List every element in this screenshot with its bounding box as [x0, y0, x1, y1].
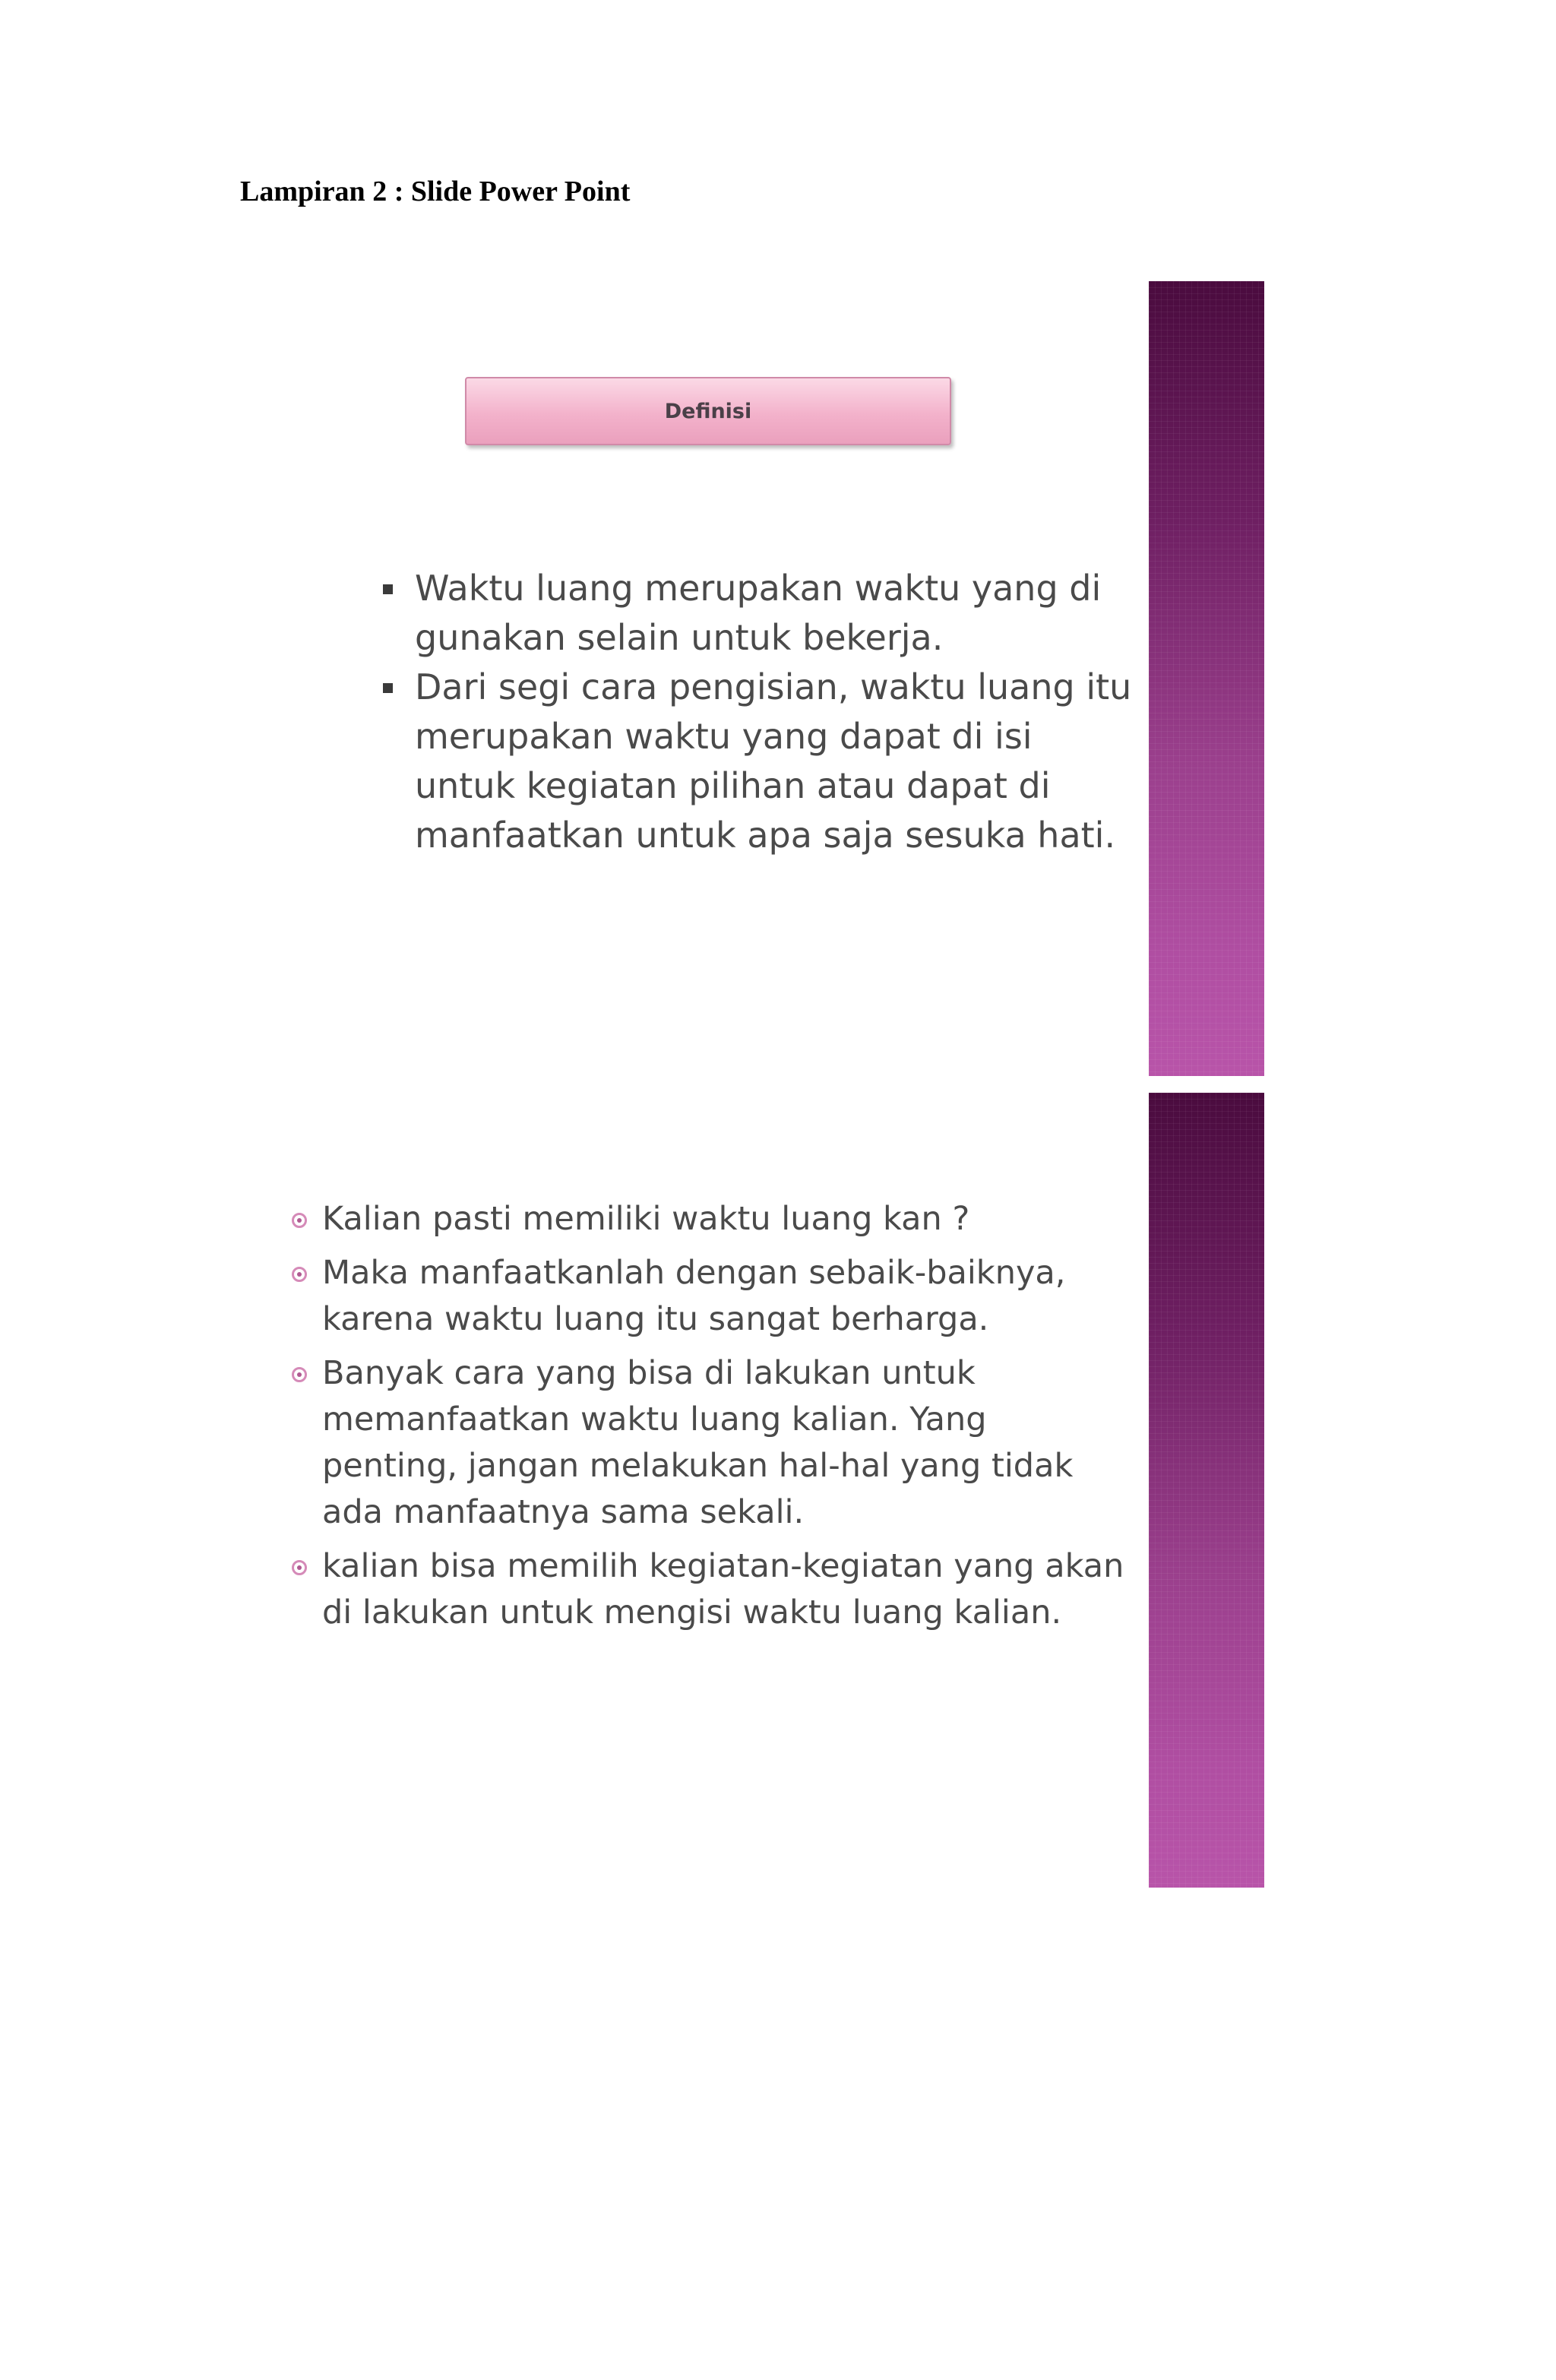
slide-waktu-luang — [281, 1093, 1264, 1888]
slide-title: Definisi — [664, 399, 752, 423]
slide-title-box — [465, 377, 951, 445]
bullet-text: kalian bisa memilih kegiatan-kegiatan yang akan di lakukan untuk mengisi waktu luang kalian. — [322, 1547, 1124, 1632]
bullet-item — [292, 1350, 1127, 1536]
bullet-item — [292, 1250, 1127, 1343]
document-heading: Lampiran 2 : Slide Power Point — [240, 176, 631, 207]
bullet-item — [380, 663, 1140, 860]
bullet-list — [380, 564, 1140, 860]
bullet-item — [292, 1196, 1127, 1242]
bullet-text: Dari segi cara pengisian, waktu luang itu merupakan waktu yang dapat di isi untuk kegiatan pilihan atau dapat di manfaatkan untuk apa saja sesuka hati. — [415, 666, 1132, 856]
square-bullet-icon — [383, 584, 393, 594]
bullet-item — [380, 564, 1140, 663]
circle-bullet-icon — [292, 1560, 307, 1575]
slide-definisi — [281, 281, 1264, 1076]
slide-accent-bar — [1149, 281, 1264, 1076]
circle-bullet-icon — [292, 1213, 307, 1228]
bullet-text: Kalian pasti memiliki waktu luang kan ? — [322, 1200, 970, 1238]
bullet-item — [292, 1543, 1127, 1636]
bullet-text: Banyak cara yang bisa di lakukan untuk memanfaatkan waktu luang kalian. Yang penting, jangan melakukan hal-hal yang tidak ada manfaatnya sama sekali. — [322, 1354, 1074, 1531]
slide-accent-bar — [1149, 1093, 1264, 1888]
circle-bullet-icon — [292, 1267, 307, 1282]
bullet-text: Maka manfaatkanlah dengan sebaik-baiknya, karena waktu luang itu sangat berharga. — [322, 1254, 1066, 1338]
circle-bullet-icon — [292, 1367, 307, 1382]
square-bullet-icon — [383, 683, 393, 693]
bullet-text: Waktu luang merupakan waktu yang di gunakan selain untuk bekerja. — [415, 568, 1102, 658]
bullet-list — [292, 1196, 1127, 1644]
